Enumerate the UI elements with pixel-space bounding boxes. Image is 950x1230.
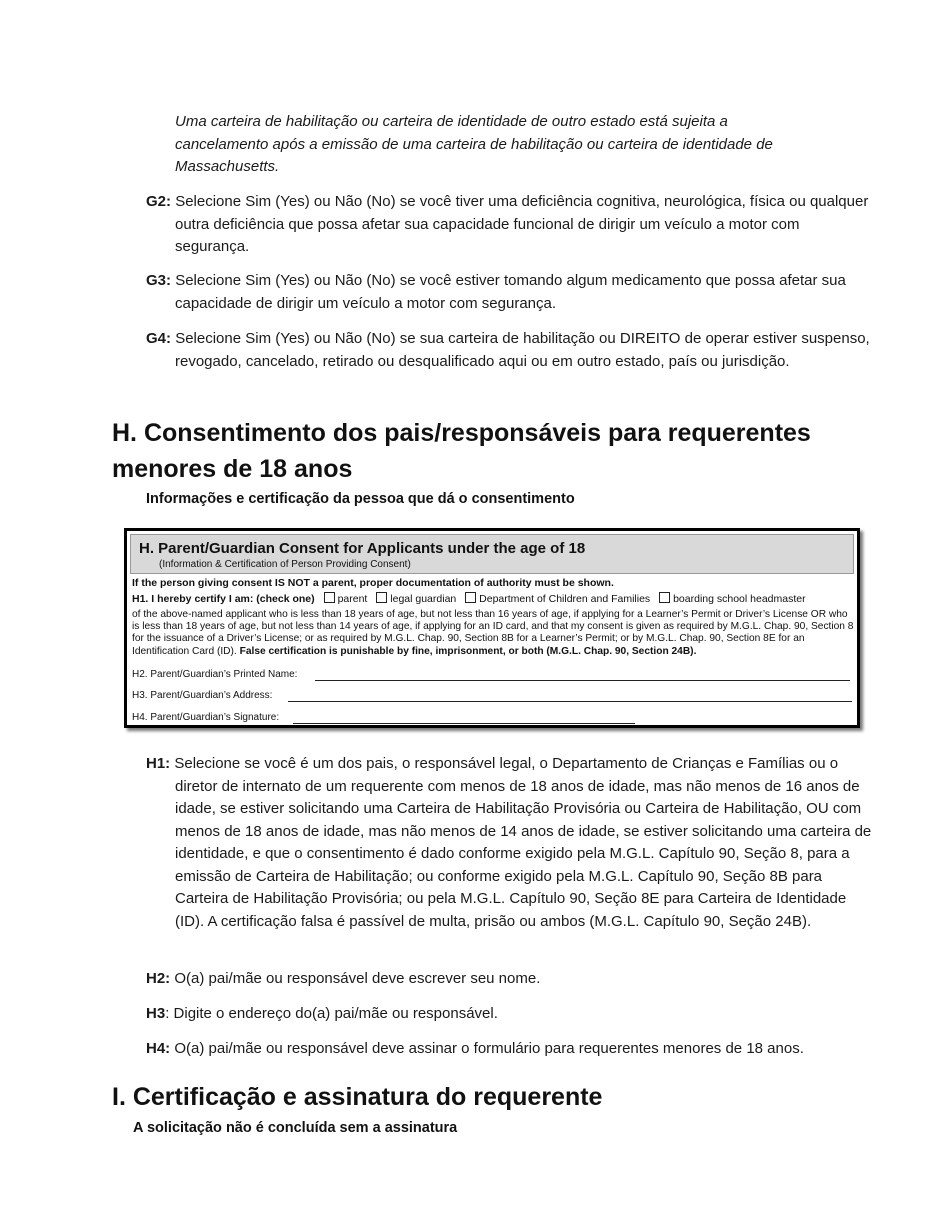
- form-h2-label: H2. Parent/Guardian’s Printed Name:: [132, 669, 298, 680]
- option-dcf: Department of Children and Families: [479, 593, 651, 605]
- section-h-heading-line2: menores de 18 anos: [112, 455, 353, 483]
- instruction-g3: [146, 270, 875, 315]
- item-text: Selecione Sim (Yes) ou Não (No) se você estiver tomando algum medicamento que possa afetar sua capacidade de dirigir um veículo a motor com segurança.: [175, 272, 846, 312]
- form-h4-label: H4. Parent/Guardian’s Signature:: [132, 712, 280, 723]
- form-h1-label: H1. I hereby certify I am: (check one): [132, 593, 315, 605]
- section-h-heading-line1: H. Consentimento dos pais/responsáveis para requerentes: [112, 419, 811, 447]
- item-code: H3: [146, 1005, 166, 1022]
- option-headmaster: boarding school headmaster: [673, 593, 806, 605]
- form-paragraph-text: of the above-named applicant who is less than 18 years of age, but not less than 16 years of age, if applying for a Learner’s Permit or Driver’s License OR who is less than 18 years of age, but not less than 14 years of age, if applying for an ID card, and that my consent is given as required by M.G.L. Chap. 90, Section 8 for the issuance of a Driver’s License; or as required by M.G.L. Chap. 90, Section 8B for a Learner’s Permit; or by M.G.L. Chap. 90, Section 8E for an Identification Card (ID).: [132, 609, 854, 657]
- instruction-h3: [146, 1003, 875, 1026]
- form-certification-paragraph: [132, 609, 854, 658]
- checkbox-icon: [465, 592, 476, 603]
- instruction-h1: [146, 753, 875, 933]
- instruction-h4: [146, 1038, 875, 1061]
- item-code: H4:: [146, 1040, 171, 1057]
- form-subtitle: (Information & Certification of Person Providing Consent): [159, 559, 411, 570]
- item-code: H1:: [146, 755, 171, 772]
- item-text: Selecione se você é um dos pais, o responsável legal, o Departamento de Crianças e Famílias ou o diretor de internato de um requerente com menos de 18 anos de idade, mas não menos de 16 anos de idade, se estiver solicitando uma Carteira de Habilitação Provisória ou Carteira de Habilitação, OU com menos de 18 anos de idade, mas não menos de 14 anos de idade, se estiver solicitando uma carteira de identidade, e que o consentimento é dado conforme exigido pela M.G.L. Capítulo 90, Seção 8, para a emissão de Carteira de Habilitação; ou conforme exigido pela M.G.L. Capítulo 90, Seção 8B para Carteira de Habilitação Provisória; ou pela M.G.L. Capítulo 90, Seção 8E para Carteira de Identidade (ID). A certificação falsa é passível de multa, prisão ou ambos (M.G.L. Capítulo 90, Seção 24B).: [174, 755, 872, 930]
- instruction-g4: [146, 328, 875, 373]
- item-text: Selecione Sim (Yes) ou Não (No) se você tiver uma deficiência cognitiva, neurológica, física ou qualquer outra deficiência que possa afetar sua capacidade funcional de dirigir um veículo a motor com segurança.: [175, 193, 869, 255]
- form-h1-row: [132, 592, 806, 605]
- item-text: Selecione Sim (Yes) ou Não (No) se sua carteira de habilitação ou DIREITO de operar estiver suspenso, revogado, cancelado, retirado ou desqualificado aqui ou em outro estado, país ou jurisdição.: [175, 330, 870, 370]
- parent-consent-form-image: [124, 528, 860, 728]
- section-h-heading: [112, 415, 832, 487]
- form-header: [130, 534, 854, 574]
- item-code: G4:: [146, 330, 172, 347]
- instruction-g2: [146, 191, 875, 259]
- checkbox-icon: [376, 592, 387, 603]
- checkbox-icon: [659, 592, 670, 603]
- form-h4-line: [293, 723, 635, 724]
- item-text: : Digite o endereço do(a) pai/mãe ou responsável.: [165, 1005, 498, 1022]
- section-i-heading: I. Certificação e assinatura do requerente: [112, 1083, 603, 1111]
- checkbox-icon: [324, 592, 335, 603]
- option-parent: parent: [337, 593, 368, 605]
- instruction-h2: [146, 968, 875, 991]
- item-text: O(a) pai/mãe ou responsável deve assinar o formulário para requerentes menores de 18 anos.: [174, 1040, 804, 1057]
- item-text: O(a) pai/mãe ou responsável deve escrever seu nome.: [174, 970, 541, 987]
- item-code: G2:: [146, 193, 172, 210]
- section-h-subheading: Informações e certificação da pessoa que dá o consentimento: [146, 491, 575, 507]
- form-proof-note: If the person giving consent IS NOT a parent, proper documentation of authority must be shown.: [132, 577, 614, 589]
- section-i-subheading: A solicitação não é concluída sem a assinatura: [133, 1120, 458, 1136]
- out-of-state-license-note: Uma carteira de habilitação ou carteira de identidade de outro estado está sujeita a cancelamento após a emissão de uma carteira de habilitação ou carteira de identidade de Massachusetts.: [175, 113, 773, 175]
- form-h3-label: H3. Parent/Guardian’s Address:: [132, 690, 273, 701]
- form-h3-line: [288, 701, 852, 702]
- form-title: H. Parent/Guardian Consent for Applicants under the age of 18: [139, 540, 586, 557]
- item-code: G3:: [146, 272, 172, 289]
- form-h2-line: [315, 680, 850, 681]
- option-legal-guardian: legal guardian: [390, 593, 457, 605]
- form-paragraph-penalty: False certification is punishable by fine, imprisonment, or both (M.G.L. Chap. 90, Section 24B).: [239, 645, 697, 657]
- item-code: H2:: [146, 970, 171, 987]
